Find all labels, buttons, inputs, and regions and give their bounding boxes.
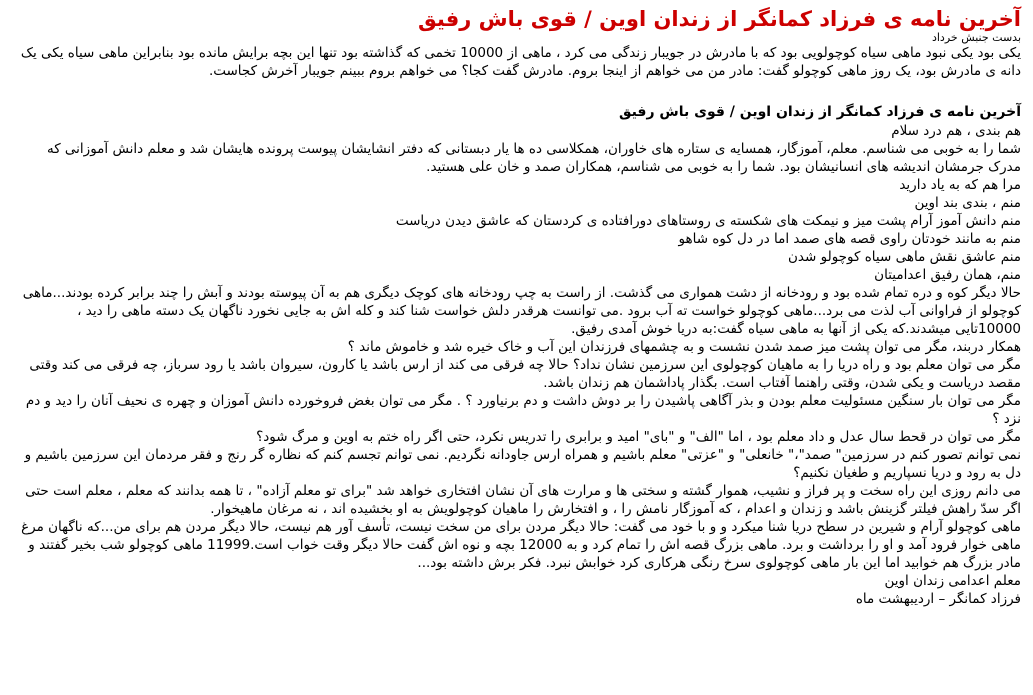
spacer xyxy=(10,80,1025,102)
body-paragraph: منم عاشق نقش ماهی سیاه کوچولو شدن xyxy=(788,249,1021,265)
body-paragraph: مگر می توان بار سنگین مسئولیت معلم بودن و بذر آگاهی پاشیدن را بر دوش داشت و دم برنیاورد ؟ . مگر می توان بغض فروخورده دانش آموزان و چهره ی نحیف آنان را دید و دم نزد ؟ xyxy=(25,393,1021,427)
letter-body xyxy=(10,122,1025,608)
post-subtitle: آخرین نامه ی فرزاد کمانگر از زندان اوین / قوی باش رفیق xyxy=(618,104,1021,120)
body-paragraph: هم بندی ، هم درد سلام xyxy=(891,123,1021,139)
post-title[interactable]: آخرین نامه ی فرزاد کمانگر از زندان اوین / قوی باش رفیق xyxy=(417,7,1021,31)
intro-paragraph: یکی بود یکی نبود ماهی سیاه کوچولویی بود که با مادرش در جویبار زندگی می کرد ، ماهی از 10000 تخمی که گذاشته بود تنها این بچه برایش مانده بود بنابراین ماهی سیاه یکی یک دانه ی مادرش بود، یک روز ماهی کوچولو گفت: مادر من می خواهم از اینجا بروم. مادرش گفت کجا؟ می خواهم بروم ببینم جویبار آخرش کجاست. xyxy=(20,45,1021,79)
body-paragraph: منم، همان رفیق اعدامیتان xyxy=(874,267,1021,283)
body-paragraph: نمی توانم تصور کنم در سرزمین" صمد"،" خانعلی" و "عزتی" معلم باشیم و همراه ارس جاودانه نگردیم. نمی توانم تجسم کنم که نظاره گر رنج و فقر مردمان این سرزمین باشیم و دل به رود و دریا نسپاریم و طغیان نکنیم؟ xyxy=(24,447,1021,481)
body-paragraph: ماهی کوچولو آرام و شیرین در سطح دریا شنا میکرد و و با خود می گفت: حالا دیگر مردن برای من سخت نیست، تأسف آور هم نیست، حالا دیگر مردن هم برای من...که ناگهان مرغ ماهی خوار فرود آمد و او را برداشت و برد. ماهی بزرگ قصه اش را تمام کرد و به 12000 بچه و نوه اش گفت حالا دیگر وقت خواب است.11999 ماهی کوچولو شب بخیر گفتند و مادر بزرگ هم خوابید اما این بار ماهی کوچولوی سرخ رنگی هرکاری کرد خوابش نبرد. فکر برش داشته بود... xyxy=(21,519,1021,571)
body-paragraph: منم ، بندی بند اوین xyxy=(914,195,1021,211)
body-paragraph: شما را به خوبی می شناسم. معلم، آموزگار، همسایه ی ستاره های خاوران، همکلاسی ده ها یار دبستانی که دفتر انشایشان پیوست پرونده هایشان شد و معلم دانش آموزانی که مدرک جرمشان اندیشه های انسانیشان بود. شما را به خوبی می شناسم، همکاران صمد و خان علی هستید. xyxy=(46,141,1021,175)
body-paragraph: منم دانش آموز آرام پشت میز و نیمکت های شکسته ی روستاهای دورافتاده ی کردستان که عاشق دیدن دریاست xyxy=(395,213,1021,229)
body-paragraph: مرا هم که به یاد دارید xyxy=(899,177,1021,193)
body-paragraph: مگر می توان معلم بود و راه دریا را به ماهیان کوچولوی این سرزمین نشان نداد؟ حالا چه فرقی می کند از ارس باشد یا کارون، سیروان باشد یا رود سرباز، چه فرقی می کند وقتی مقصد دریاست و یکی شدن، وقتی راهنما آفتاب است. بگذار پاداشمان هم زندان باشد. xyxy=(29,357,1021,391)
body-paragraph: همکار دربند، مگر می توان پشت میز صمد شدن نشست و به چشمهای فرزندان این آب و خاک خیره شد و خاموش ماند ؟ xyxy=(347,339,1021,355)
signature-line: معلم اعدامی زندان اوین xyxy=(884,573,1021,589)
body-paragraph: مگر می توان در قحط سال عدل و داد معلم بود ، اما "الف" و "بای" امید و برابری را تدریس نکرد، حتی اگر راه ختم به اوین و مرگ شود؟ xyxy=(256,429,1021,445)
post-byline: بدست جنبش خرداد xyxy=(931,31,1021,44)
body-paragraph: می دانم روزی این راه سخت و پر فراز و نشیب، هموار گشته و سختی ها و مرارت های آن نشان افتخاری خواهد شد "برای تو معلم آزاده" ، تا همه بدانند که معلم ، معلم است حتی اگر سدّ راهش فیلتر گزینش باشد و زندان و اعدام ، که آموزگار نامش را ، و افتخارش را ماهیان کوچولویش به او بخشیده اند ، نه مرغان ماهیخوار. xyxy=(25,483,1021,517)
body-paragraph: منم به مانند خودتان راوی قصه های صمد اما در دل کوه شاهو xyxy=(678,231,1021,247)
body-paragraph: حالا دیگر کوه و دره تمام شده بود و رودخانه از دشت همواری می گذشت. از راست به چپ رودخانه های کوچک دیگری هم به آن پیوسته بودند و آبش را چند برابر کرده بودند...ماهی کوچولو از فراوانی آب لذت می برد...ماهی کوچولو خواست ته آب برود .می توانست هرقدر دلش خواست شنا کند و کله اش به جایی نخورد ناگهان یک دسته ماهی را دید ، 10000تایی میشدند.که یکی از آنها به ماهی سیاه گفت:به دریا خوش آمدی رفیق. xyxy=(22,285,1021,337)
signature-line: فرزاد کمانگر – اردیبهشت ماه xyxy=(855,591,1021,607)
